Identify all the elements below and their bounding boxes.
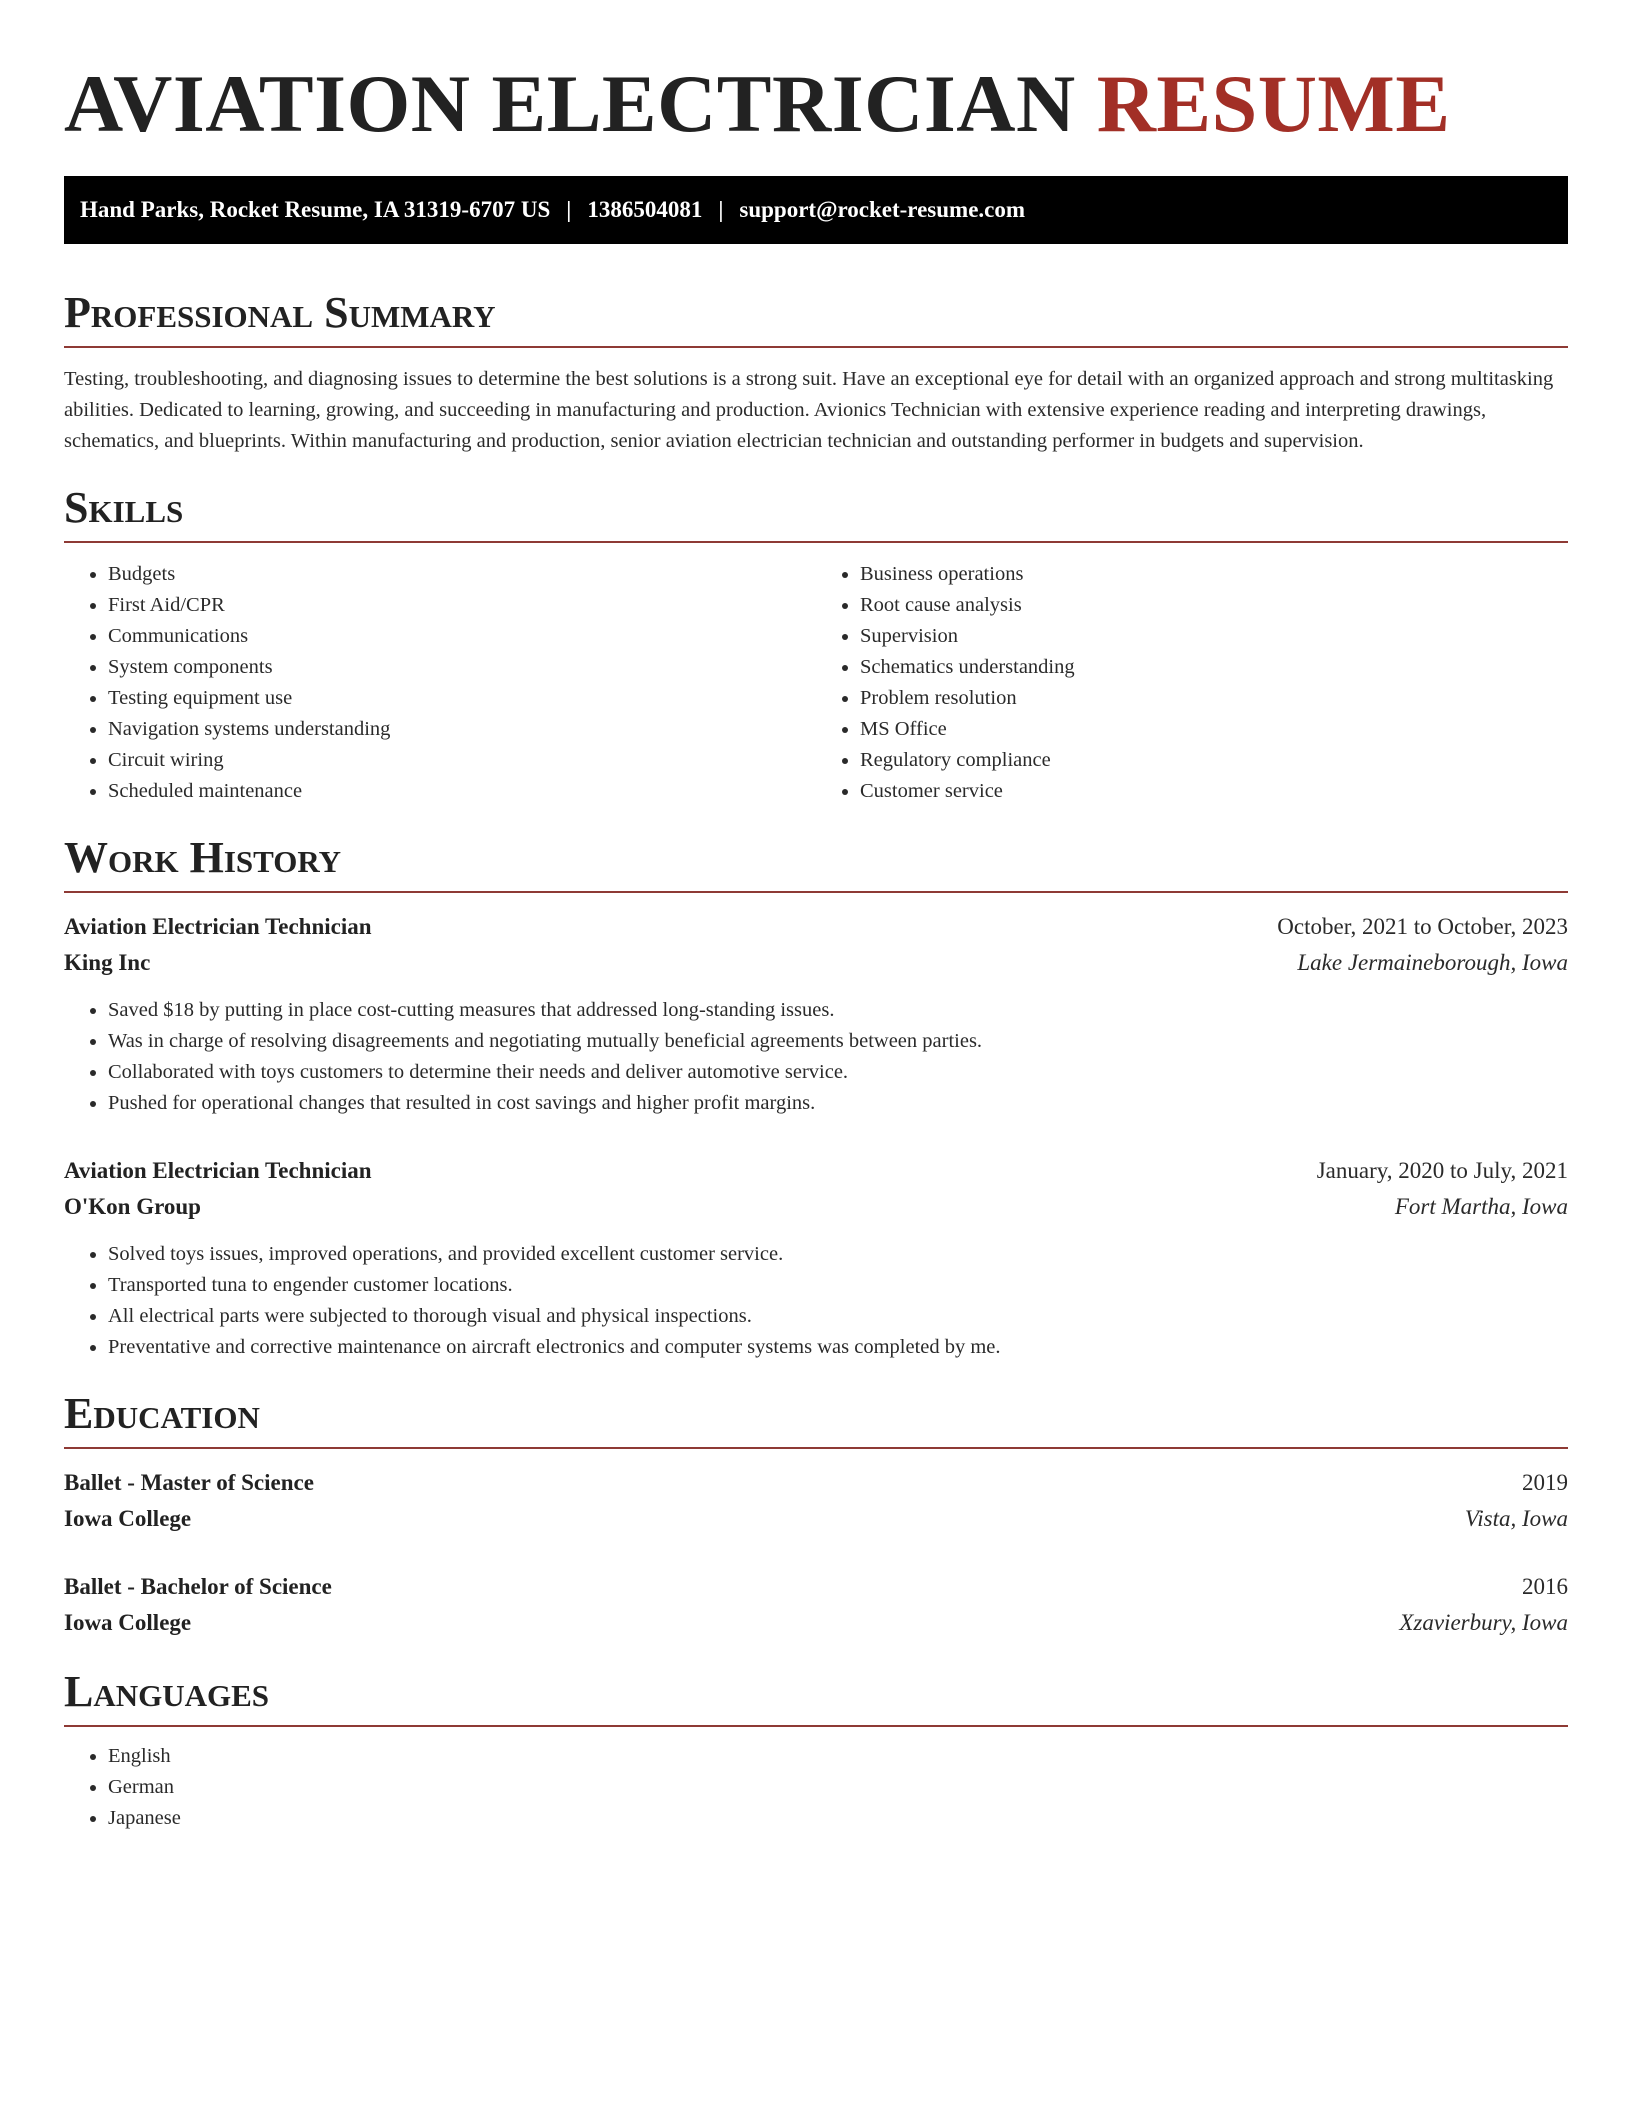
skills-list-left (64, 559, 816, 807)
education-degree: Ballet - Master of Science (64, 1470, 314, 1495)
section-heading-work-history: Work History (64, 833, 342, 882)
skill-item: • MS Office (860, 714, 1568, 745)
education-entry (64, 1569, 1568, 1641)
education-section (64, 1389, 1568, 1641)
job-bullets (64, 1239, 1568, 1363)
contact-separator: | (566, 197, 572, 222)
job-bullet: • Pushed for operational changes that resulted in cost savings and higher profit margins. (108, 1088, 1568, 1119)
job-bullet: • Solved toys issues, improved operations, and provided excellent customer service. (108, 1239, 1568, 1270)
job-bullet: • Saved $18 by putting in place cost-cutting measures that addressed long-standing issues. (108, 995, 1568, 1026)
education-school: Iowa College (64, 1506, 192, 1531)
section-divider (64, 891, 1568, 893)
resume-title (64, 56, 1568, 152)
section-divider (64, 541, 1568, 543)
language-item: • Japanese (108, 1803, 1568, 1834)
work-history-section (64, 833, 1568, 1363)
skill-item: • Supervision (860, 621, 1568, 652)
section-heading-summary: Professional Summary (64, 288, 496, 337)
job-bullet: • All electrical parts were subjected to thorough visual and physical inspections. (108, 1301, 1568, 1332)
skill-item: • Regulatory compliance (860, 745, 1568, 776)
skills-section (64, 483, 1568, 807)
contact-separator: | (718, 197, 724, 222)
job-bullet: • Preventative and corrective maintenance on aircraft electronics and computer systems was completed by me. (108, 1332, 1568, 1363)
language-item: • German (108, 1772, 1568, 1803)
education-entry (64, 1465, 1568, 1537)
section-heading-languages: Languages (64, 1667, 270, 1716)
skill-item: • Customer service (860, 776, 1568, 807)
summary-section (64, 288, 1568, 457)
summary-text: Testing, troubleshooting, and diagnosing issues to determine the best solutions is a strong suit. Have an exceptional eye for detail with an organized approach and strong multitasking abilities. Dedicated to learning, growing, and succeeding in manufacturing and production. Avionics Technician with extensive experience reading and interpreting drawings, schematics, and blueprints. Within manufacturing and production, senior aviation electrician technician and outstanding performer in budgets and supervision. (64, 368, 1554, 452)
skill-item: • Navigation systems understanding (108, 714, 816, 745)
job-location: Lake Jermaineborough, Iowa (1297, 950, 1568, 975)
languages-list (64, 1741, 1568, 1834)
contact-bar (64, 176, 1568, 244)
skill-item: • System components (108, 652, 816, 683)
job-bullets (64, 995, 1568, 1119)
skill-item: • Schematics understanding (860, 652, 1568, 683)
skill-item: • Communications (108, 621, 816, 652)
section-divider (64, 346, 1568, 348)
skills-columns (64, 559, 1568, 807)
job-dates: October, 2021 to October, 2023 (1277, 914, 1568, 939)
skill-item: • Circuit wiring (108, 745, 816, 776)
education-school: Iowa College (64, 1610, 192, 1635)
job-company: O'Kon Group (64, 1194, 201, 1219)
job-location: Fort Martha, Iowa (1394, 1194, 1568, 1219)
job-company: King Inc (64, 950, 151, 975)
contact-phone: 1386504081 (587, 197, 703, 222)
job-entry (64, 1153, 1568, 1363)
education-year: 2016 (1522, 1574, 1568, 1599)
skill-item: • Business operations (860, 559, 1568, 590)
education-location: Vista, Iowa (1464, 1506, 1568, 1531)
skill-item: • First Aid/CPR (108, 590, 816, 621)
education-degree: Ballet - Bachelor of Science (64, 1574, 332, 1599)
skill-item: • Problem resolution (860, 683, 1568, 714)
contact-address: Hand Parks, Rocket Resume, IA 31319-6707 US (80, 197, 551, 222)
section-divider (64, 1725, 1568, 1727)
title-accent: RESUME (1096, 58, 1451, 149)
job-bullet: • Was in charge of resolving disagreements and negotiating mutually beneficial agreements between parties. (108, 1026, 1568, 1057)
education-year: 2019 (1522, 1470, 1568, 1495)
education-location: Xzavierbury, Iowa (1399, 1610, 1568, 1635)
skill-item: • Testing equipment use (108, 683, 816, 714)
section-divider (64, 1447, 1568, 1449)
language-item: • English (108, 1741, 1568, 1772)
languages-section (64, 1667, 1568, 1834)
skills-list-right (816, 559, 1568, 807)
job-dates: January, 2020 to July, 2021 (1316, 1158, 1568, 1183)
contact-email: support@rocket-resume.com (739, 197, 1026, 222)
job-bullet: • Collaborated with toys customers to determine their needs and deliver automotive service. (108, 1057, 1568, 1088)
job-title: Aviation Electrician Technician (64, 1158, 372, 1183)
title-main: AVIATION ELECTRICIAN (64, 58, 1076, 149)
skill-item: • Budgets (108, 559, 816, 590)
job-entry (64, 909, 1568, 1119)
job-title: Aviation Electrician Technician (64, 914, 372, 939)
section-heading-skills: Skills (64, 483, 184, 532)
skill-item: • Scheduled maintenance (108, 776, 816, 807)
section-heading-education: Education (64, 1389, 260, 1438)
skill-item: • Root cause analysis (860, 590, 1568, 621)
job-bullet: • Transported tuna to engender customer locations. (108, 1270, 1568, 1301)
